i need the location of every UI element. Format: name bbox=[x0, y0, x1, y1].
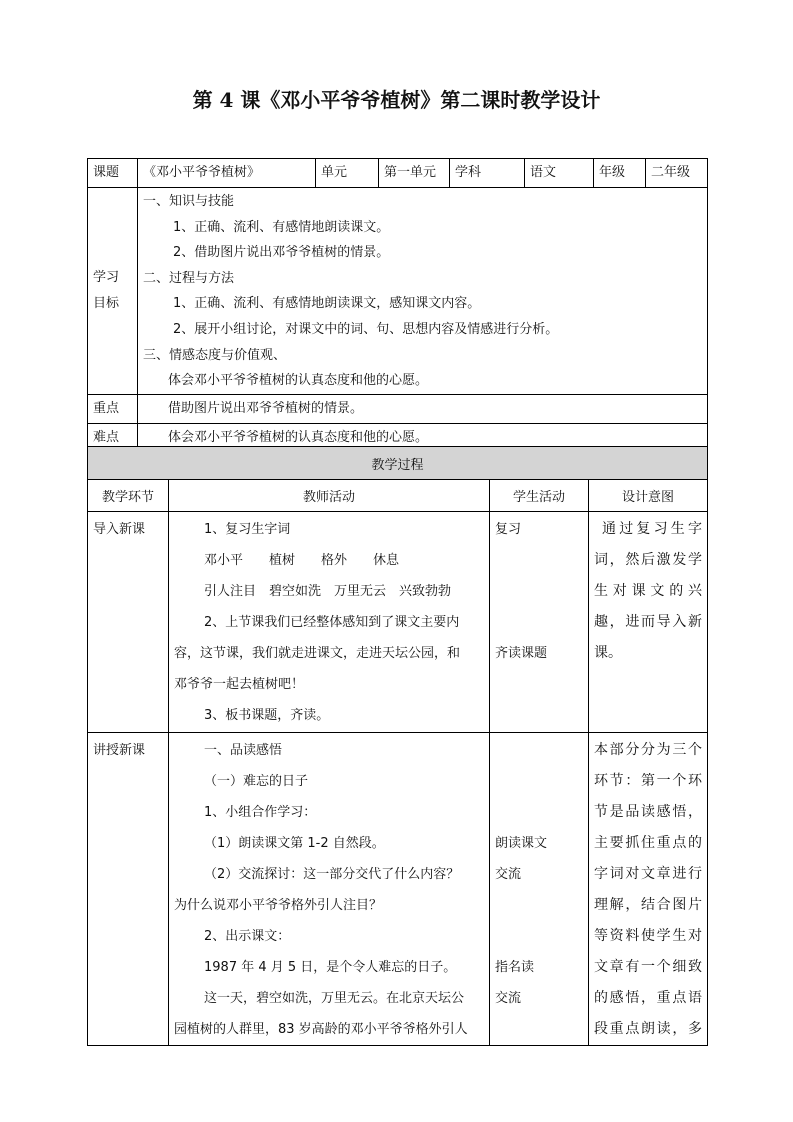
grade-value: 二年级 bbox=[646, 159, 708, 188]
teacher-line: 这一天，碧空如洗，万里无云。在北京天坛公 bbox=[204, 991, 465, 1006]
teacher-line: 2、上节课我们已经整体感知到了课文主要内 bbox=[204, 615, 460, 630]
intro-student bbox=[490, 512, 589, 733]
intent-line: 主要抓住重点的 bbox=[594, 835, 703, 851]
teacher-line: 3、板书课题，齐读。 bbox=[204, 708, 330, 723]
teacher-line: 引人注目 碧空如洗 万里无云 兴致勃勃 bbox=[204, 584, 452, 599]
student-activity: 指名读 bbox=[495, 960, 535, 975]
intent-line: 趣，进而导入新 bbox=[594, 614, 703, 630]
goals-label-line2: 目标 bbox=[93, 295, 120, 311]
header-teacher: 教师活动 bbox=[169, 480, 490, 512]
student-activity: 朗读课文 bbox=[495, 836, 548, 851]
grade-label: 年级 bbox=[594, 159, 646, 188]
teacher-line: 邓爷爷一起去植树吧！ bbox=[174, 677, 305, 692]
intro-intent bbox=[589, 512, 708, 733]
topic-label: 课题 bbox=[88, 159, 138, 188]
intro-row bbox=[88, 512, 708, 733]
goals-line: 1、正确、流利、有感情地朗读课文，感知课文内容。 bbox=[173, 296, 481, 312]
intent-line: 的感悟，重点语 bbox=[594, 990, 703, 1006]
goals-line: 1、正确、流利、有感情地朗读课文。 bbox=[173, 219, 390, 235]
key-point-label: 重点 bbox=[88, 394, 138, 423]
new-lesson-row bbox=[88, 733, 708, 1046]
unit-label: 单元 bbox=[316, 159, 379, 188]
goals-line: 2、展开小组讨论，对课文中的词、句、思想内容及情感进行分析。 bbox=[173, 321, 559, 337]
student-activity: 交流 bbox=[495, 867, 522, 882]
intent-line: 节是品读感悟， bbox=[594, 804, 703, 820]
topic-value: 《邓小平爷爷植树》 bbox=[138, 159, 316, 188]
info-row bbox=[88, 159, 708, 188]
process-section-row bbox=[88, 447, 708, 480]
goals-label bbox=[88, 188, 138, 395]
teacher-line: 园植树的人群里，83 岁高龄的邓小平爷爷格外引人 bbox=[174, 1022, 468, 1037]
intro-teacher bbox=[169, 512, 490, 733]
intent-line: 环节：第一个环 bbox=[594, 773, 703, 789]
intent-line: 本部分分为三个 bbox=[594, 742, 703, 758]
teacher-line: （一）难忘的日子 bbox=[204, 774, 309, 789]
key-point-row bbox=[88, 394, 708, 423]
teacher-line: （1）朗读课文第 1-2 自然段。 bbox=[204, 836, 385, 851]
teacher-line: 一、品读感悟 bbox=[204, 743, 283, 758]
teacher-line: 1、小组合作学习： bbox=[204, 805, 317, 820]
new-lesson-teacher bbox=[169, 733, 490, 1046]
teacher-line: 1987 年 4 月 5 日，是个令人难忘的日子。 bbox=[204, 960, 457, 975]
header-student: 学生活动 bbox=[490, 480, 589, 512]
header-intent: 设计意图 bbox=[589, 480, 708, 512]
process-header-row bbox=[88, 480, 708, 512]
teacher-line: 1、复习生字词 bbox=[204, 522, 291, 537]
student-activity: 复习 bbox=[495, 522, 522, 537]
goals-line: 一、知识与技能 bbox=[143, 194, 235, 209]
student-activity: 齐读课题 bbox=[495, 646, 548, 661]
intro-stage-label: 导入新课 bbox=[93, 522, 146, 537]
intent-line: 课。 bbox=[594, 645, 622, 661]
goals-line: 三、情感态度与价值观、 bbox=[143, 347, 287, 363]
teaching-process-table bbox=[87, 446, 708, 1046]
difficulty-label: 难点 bbox=[88, 423, 138, 452]
new-lesson-student bbox=[490, 733, 589, 1046]
new-lesson-stage bbox=[88, 733, 169, 1046]
document-title: 第 4 课《邓小平爷爷植树》第二课时教学设计 bbox=[192, 88, 601, 112]
intent-line: 等资料使学生对 bbox=[594, 928, 703, 944]
teacher-line: （2）交流探讨：这一部分交代了什么内容？ bbox=[204, 867, 460, 882]
intent-line: 词，然后激发学 bbox=[594, 552, 703, 568]
unit-value: 第一单元 bbox=[379, 159, 450, 188]
subject-value: 语文 bbox=[525, 159, 594, 188]
difficulty-text: 体会邓小平爷爷植树的认真态度和他的心愿。 bbox=[138, 423, 708, 452]
intent-line: 生对课文的兴 bbox=[594, 583, 703, 599]
teacher-line: 容，这节课，我们就走进课文，走进天坛公园，和 bbox=[174, 646, 461, 661]
intent-line: 段重点朗读，多 bbox=[594, 1021, 703, 1037]
lesson-info-table bbox=[87, 158, 708, 453]
process-section-title: 教学过程 bbox=[88, 447, 708, 480]
student-activity: 交流 bbox=[495, 991, 522, 1006]
goals-label-line1: 学习 bbox=[93, 269, 120, 285]
intent-line: 通过复习生字 bbox=[602, 521, 703, 537]
goals-line: 体会邓小平爷爷植树的认真态度和他的心愿。 bbox=[168, 373, 429, 389]
goals-line: 二、过程与方法 bbox=[143, 270, 235, 286]
key-point-text: 借助图片说出邓爷爷植树的情景。 bbox=[138, 394, 708, 423]
teacher-line: 2、出示课文： bbox=[204, 929, 291, 944]
intent-line: 理解，结合图片 bbox=[594, 897, 703, 913]
subject-label: 学科 bbox=[450, 159, 525, 188]
goals-row bbox=[88, 188, 708, 395]
new-lesson-stage-label: 讲授新课 bbox=[93, 743, 146, 758]
intent-line: 字词对文章进行 bbox=[594, 866, 703, 882]
goals-line: 2、借助图片说出邓爷爷植树的情景。 bbox=[173, 245, 390, 261]
header-stage: 教学环节 bbox=[88, 480, 169, 512]
new-lesson-intent bbox=[589, 733, 708, 1046]
intent-line: 文章有一个细致 bbox=[594, 959, 703, 975]
intro-stage bbox=[88, 512, 169, 733]
teacher-line: 为什么说邓小平爷爷格外引人注目？ bbox=[174, 898, 383, 913]
teacher-line: 邓小平 植树 格外 休息 bbox=[204, 553, 400, 568]
goals-content bbox=[138, 188, 708, 395]
